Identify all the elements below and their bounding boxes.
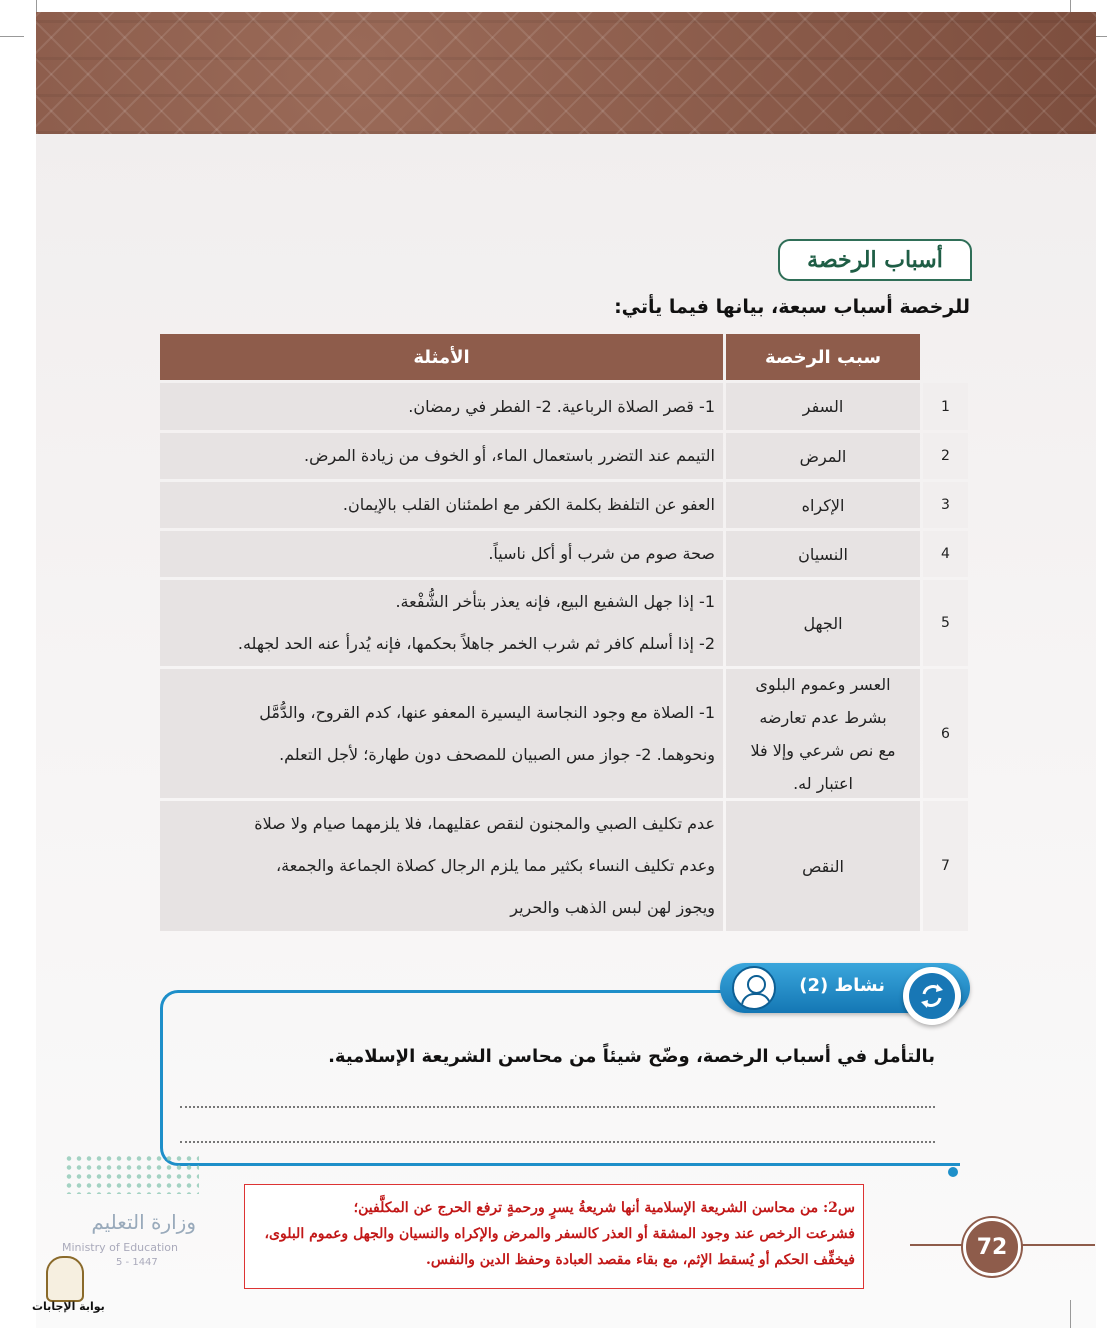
activity-frame	[160, 990, 960, 1166]
reason-line: الإكراه	[801, 495, 845, 515]
example-line: 1- الصلاة مع وجود النجاسة اليسيرة المعفو عنها، كدم القروح، والدُّمَّل	[259, 702, 715, 722]
example-line: عدم تكليف الصبي والمجنون لنقص عقليهما، فلا يلزمهما صيام ولا صلاة	[254, 814, 715, 833]
example-line: صحة صوم من شرب أو أكل ناسياً.	[488, 544, 715, 563]
reason-line: مع نص شرعي وإلا فلا	[750, 740, 896, 760]
answer-line[interactable]	[180, 1141, 935, 1143]
refresh-icon	[903, 967, 961, 1025]
answer-line[interactable]	[180, 1106, 935, 1108]
row-number: 4	[923, 531, 968, 577]
row-number: 6	[923, 669, 968, 798]
reason-line: النقص	[802, 856, 844, 876]
row-number: 7	[923, 801, 968, 931]
reason-line: النسيان	[798, 544, 848, 564]
section-title: أسباب الرخصة	[778, 239, 972, 281]
row-examples	[160, 433, 723, 479]
reason-line: السفر	[802, 397, 844, 416]
row-reason	[726, 433, 920, 479]
example-line: التيمم عند التضرر باستعمال الماء، أو الخوف من زيادة المرض.	[304, 446, 715, 465]
row-reason	[726, 531, 920, 577]
page-number: 72	[963, 1218, 1021, 1276]
reason-line: اعتبار له.	[793, 773, 853, 793]
activity-question: بالتأمل في أسباب الرخصة، وضّح شيئاً من محاسن الشريعة الإسلامية.	[328, 1046, 935, 1067]
example-line: وعدم تكليف النساء بكثير مما يلزم الرجال كصلاة الجماعة والجمعة،	[275, 856, 715, 875]
answer-line-text: فشرعت الرخص عند وجود المشقة أو العذر كالسفر والمرض والإكراه والنسيان والجهل وعموم البلوى،	[264, 1226, 855, 1242]
crop-mark	[0, 36, 24, 37]
activity-label: نشاط (2)	[799, 975, 885, 996]
row-reason	[726, 801, 920, 931]
page-number-badge	[910, 1218, 1095, 1272]
row-number: 5	[923, 580, 968, 666]
row-reason	[726, 580, 920, 666]
row-number: 2	[923, 433, 968, 479]
example-line: 1- إذا جهل الشفيع البيع، فإنه يعذر بتأخر الشُّفْعة.	[395, 592, 715, 611]
row-number: 1	[923, 383, 968, 430]
watermark-text: بوابة الإجابات	[32, 1300, 105, 1313]
row-examples	[160, 531, 723, 577]
gate-logo-icon	[30, 1252, 105, 1322]
reason-line: الجهل	[803, 613, 843, 633]
reason-line: العسر وعموم البلوى	[755, 674, 891, 694]
reason-line: بشرط عدم تعارضه	[759, 707, 887, 727]
activity-frame-end-dot	[948, 1167, 958, 1177]
header-examples: الأمثلة	[160, 334, 723, 380]
answer-line-text: فيخفِّف الحكم أو يُسقط الإثم، مع بقاء مقصد العبادة وحفظ الدين والنفس.	[425, 1252, 855, 1268]
row-reason	[726, 482, 920, 528]
example-line: ويجوز لهن لبس الذهب والحرير	[510, 898, 715, 917]
intro-text: للرخصة أسباب سبعة، بيانها فيما يأتي:	[614, 296, 970, 318]
row-examples	[160, 580, 723, 666]
person-icon	[732, 966, 776, 1010]
example-line: 2- إذا أسلم كافر ثم شرب الخمر جاهلاً بحكمها، فإنه يُدرأ عنه الحد لجهله.	[237, 634, 715, 653]
row-examples	[160, 383, 723, 430]
answer-line-text: س2: من محاسن الشريعة الإسلامية أنها شريعةُ يسرٍ ورحمةٍ ترفع الحرج عن المكلَّفين؛	[353, 1200, 855, 1216]
header-reason: سبب الرخصة	[726, 334, 920, 380]
example-line: العفو عن التلفظ بكلمة الكفر مع اطمئنان القلب بالإيمان.	[342, 495, 715, 514]
reason-line: المرض	[799, 446, 847, 466]
example-line: ونحوهما. 2- جواز مس الصبيان للمصحف دون طهارة؛ لأجل التعلم.	[279, 744, 715, 764]
answer-box	[244, 1184, 864, 1289]
row-examples	[160, 801, 723, 931]
ministry-arabic: وزارة التعليم	[91, 1210, 196, 1234]
decorative-banner	[36, 12, 1096, 134]
row-examples	[160, 482, 723, 528]
row-number: 3	[923, 482, 968, 528]
row-reason	[726, 669, 920, 798]
crop-mark	[1070, 1300, 1071, 1328]
ministry-english: Ministry of Education	[62, 1241, 179, 1254]
ministry-dots-icon	[64, 1154, 199, 1194]
example-line: 1- قصر الصلاة الرباعية. 2- الفطر في رمضان.	[408, 396, 715, 416]
row-reason	[726, 383, 920, 430]
crop-mark	[36, 0, 37, 12]
ministry-year: 5 - 1447	[116, 1257, 158, 1268]
row-examples	[160, 669, 723, 798]
